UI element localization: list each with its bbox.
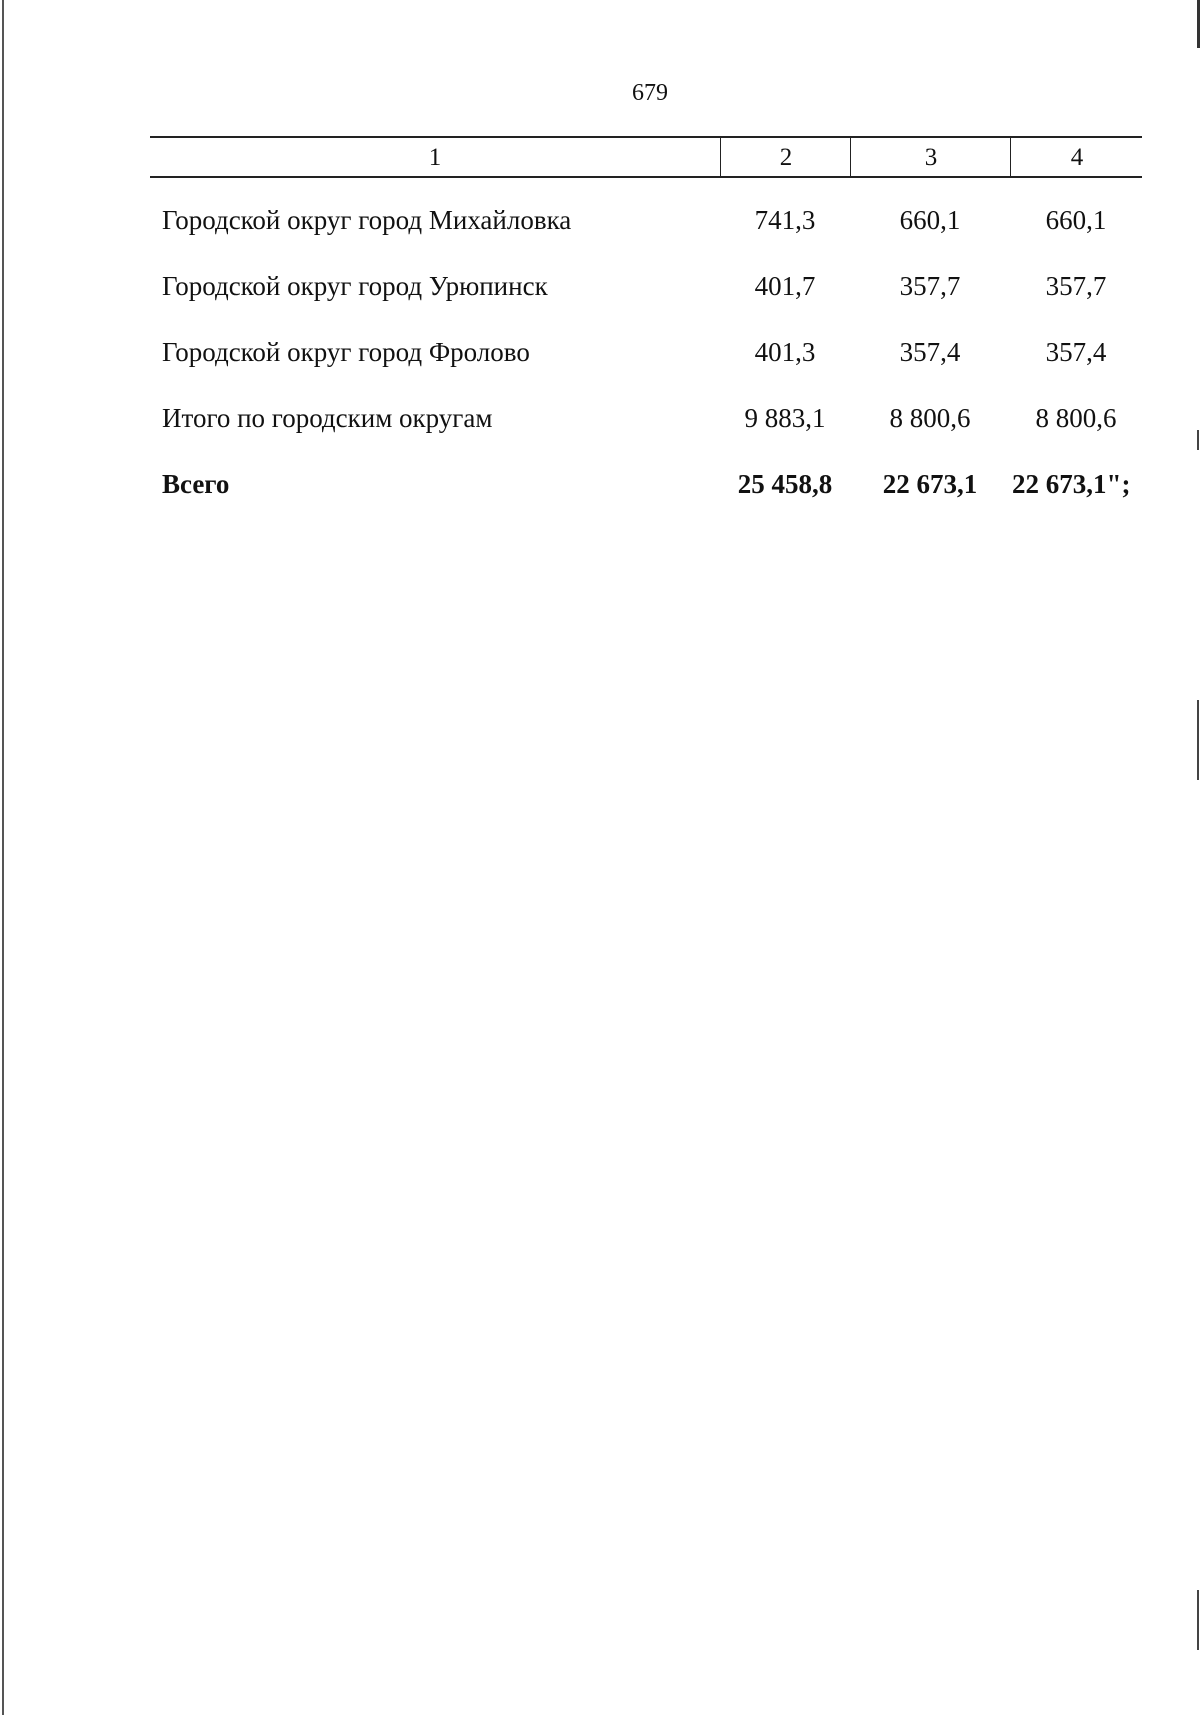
row-value-col2: 9 883,1 bbox=[744, 403, 826, 433]
scan-edge-mark bbox=[1197, 430, 1199, 450]
row-value-col2: 401,3 bbox=[754, 337, 816, 367]
total-label: Всего bbox=[162, 469, 230, 499]
row-value-col3: 660,1 bbox=[899, 205, 961, 235]
row-value-col3: 357,4 bbox=[899, 337, 961, 367]
table-body bbox=[150, 200, 1142, 530]
scan-edge-mark bbox=[1197, 1590, 1199, 1650]
row-value-col4: 357,7 bbox=[1045, 271, 1107, 301]
scan-edge-left bbox=[2, 0, 4, 1715]
row-name: Городской округ город Урюпинск bbox=[162, 271, 548, 301]
row-name: Городской округ город Фролово bbox=[162, 337, 530, 367]
row-value-col2: 401,7 bbox=[754, 271, 816, 301]
row-name: Городской округ город Михайловка bbox=[162, 205, 572, 235]
row-value-col4: 660,1 bbox=[1045, 205, 1107, 235]
table-row bbox=[150, 266, 1142, 332]
column-header-1: 1 bbox=[428, 144, 442, 171]
table-row bbox=[150, 200, 1142, 266]
table-row-total bbox=[150, 464, 1142, 530]
data-table bbox=[150, 136, 1142, 530]
column-header-2: 2 bbox=[720, 138, 851, 176]
scan-edge-mark bbox=[1197, 700, 1199, 780]
row-value-col2: 741,3 bbox=[754, 205, 816, 235]
column-header-4: 4 bbox=[1010, 138, 1143, 176]
table-row-subtotal bbox=[150, 398, 1142, 464]
total-value-col2: 25 458,8 bbox=[737, 469, 833, 499]
table-row bbox=[150, 332, 1142, 398]
total-value-col3: 22 673,1 bbox=[882, 469, 978, 499]
column-header-3: 3 bbox=[850, 138, 1011, 176]
page-number: 679 bbox=[632, 80, 668, 106]
row-name: Итого по городским округам bbox=[162, 403, 493, 433]
table-header-row bbox=[150, 136, 1142, 178]
row-value-col4: 357,4 bbox=[1045, 337, 1107, 367]
row-value-col3: 357,7 bbox=[899, 271, 961, 301]
row-value-col4: 8 800,6 bbox=[1035, 403, 1117, 433]
total-value-col4: 22 673,1"; bbox=[1012, 469, 1131, 499]
row-value-col3: 8 800,6 bbox=[889, 403, 971, 433]
